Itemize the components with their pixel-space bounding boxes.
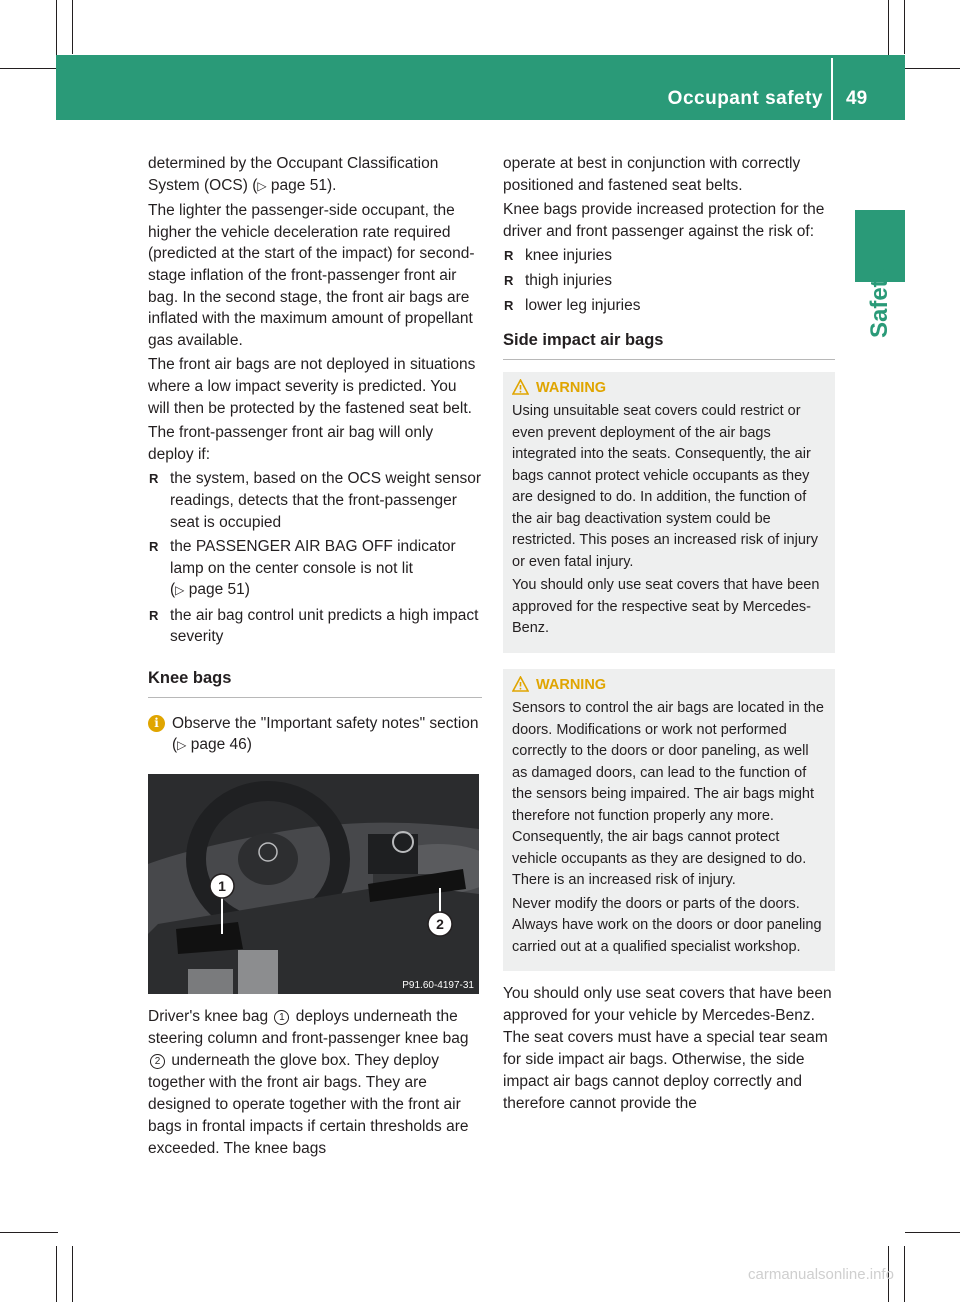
list-item: R lower leg injuries bbox=[503, 295, 835, 317]
crop-mark bbox=[0, 68, 58, 69]
list-item: R knee injuries bbox=[503, 245, 835, 267]
list-item: R the system, based on the OCS weight sensor readings, detects that the front-passenger seat is occupied bbox=[148, 468, 482, 533]
section-heading: Knee bags bbox=[148, 668, 482, 698]
watermark: carmanualsonline.info bbox=[748, 1266, 894, 1283]
paragraph: Driver's knee bag 1 deploys underneath the steering column and front-passenger knee bag 2 underneath the glove box. They deploy together with the front air bags. They are designed to operate together with the front air bags in frontal impacts if certain thresholds are exceeded. The knee bags bbox=[148, 1007, 469, 1157]
callout-2-inline: 2 bbox=[150, 1054, 165, 1069]
warning-text: Using unsuitable seat covers could restrict or even prevent deployment of the air bags integrated into the seats. Consequently, the air bags cannot protect vehicle occupants as they are designed to do. In addition, the function of the air bag deactivation system could be restricted. This poses an increased risk of injury or even fatal injury. bbox=[512, 403, 818, 570]
header-divider bbox=[831, 58, 833, 120]
warning-triangle-icon bbox=[512, 379, 529, 395]
crop-mark bbox=[905, 1232, 960, 1233]
callout-2: 2 bbox=[436, 915, 444, 932]
warning-box bbox=[503, 372, 835, 653]
paragraph: Knee bags provide increased protection for the driver and front passenger against the risk of: bbox=[503, 201, 825, 240]
warning-header: WARNING bbox=[512, 378, 826, 400]
warning-box bbox=[503, 669, 835, 972]
paragraph: The lighter the passenger-side occupant, the higher the vehicle deceleration rate required (predicted at the start of the impact) for second-stage inflation of the front-passenger front air bag. In the second stage, the front air bags are inflated with the maximum amount of propellant gas available. bbox=[148, 202, 475, 349]
image-code: P91.60-4197-31 bbox=[402, 979, 474, 991]
warning-header: WARNING bbox=[512, 675, 826, 697]
paragraph: The front-passenger front air bag will only deploy if: bbox=[148, 424, 434, 463]
page-number: 49 bbox=[846, 88, 868, 109]
section-heading: Side impact air bags bbox=[503, 330, 835, 360]
warning-text: Never modify the doors or parts of the doors. Always have work on the doors or door paneling carried out at a qualified specialist workshop. bbox=[512, 895, 822, 955]
page-reference[interactable]: page 51 bbox=[270, 176, 327, 194]
crop-mark bbox=[56, 1246, 57, 1302]
page-reference[interactable]: page 51 bbox=[188, 581, 245, 599]
warning-text: Sensors to control the air bags are located in the doors. Modifications or work not performed correctly to the doors or door paneling, as well as damaged doors, can lead to the function of the sensors being impaired. The air bags might therefore not function properly any more. Consequently, the air bags cannot protect vehicle occupants as they are designed to do. There is an increased risk of injury. bbox=[512, 700, 824, 889]
left-column bbox=[148, 153, 482, 1163]
page-reference[interactable]: page 46 bbox=[190, 736, 247, 754]
info-note: i Observe the "Important safety notes" section (▷ page 46) bbox=[148, 713, 482, 757]
paragraph: operate at best in conjunction with correctly positioned and fastened seat belts. bbox=[503, 155, 801, 194]
section-label: Safety bbox=[866, 265, 893, 339]
crop-mark bbox=[904, 1246, 905, 1302]
info-icon: i bbox=[148, 715, 165, 732]
paragraph: The front air bags are not deployed in situations where a low impact severity is predicted. You will then be protected by the fastened seat belt. bbox=[148, 356, 476, 417]
callout-1: 1 bbox=[218, 877, 226, 894]
callout-1-inline: 1 bbox=[274, 1010, 289, 1025]
crop-mark bbox=[888, 0, 889, 56]
crop-mark bbox=[72, 0, 73, 54]
dashboard-photo bbox=[148, 774, 479, 994]
dashboard-illustration bbox=[148, 774, 479, 994]
crop-mark bbox=[56, 0, 57, 56]
list-item: R the air bag control unit predicts a high impact severity bbox=[148, 605, 482, 648]
warning-text: You should only use seat covers that have been approved for the respective seat by Mercedes-Benz. bbox=[512, 577, 820, 637]
crop-mark bbox=[0, 1232, 58, 1233]
crop-mark bbox=[905, 68, 960, 69]
right-column bbox=[503, 153, 835, 1118]
page-title: Occupant safety bbox=[667, 88, 823, 109]
list-item: R the PASSENGER AIR BAG OFF indicator lamp on the center console is not lit (▷ page 51) bbox=[148, 536, 482, 602]
paragraph: You should only use seat covers that have been approved for your vehicle by Mercedes-Benz. The seat covers must have a special tear seam for side impact air bags. Otherwise, the side impact air bags cannot deploy correctly and therefore cannot provide the bbox=[503, 985, 832, 1113]
warning-triangle-icon bbox=[512, 676, 529, 692]
crop-mark bbox=[72, 1246, 73, 1302]
crop-mark bbox=[904, 0, 905, 54]
paragraph: determined by the Occupant Classification System (OCS) (▷ page 51). bbox=[148, 155, 439, 194]
list-item: R thigh injuries bbox=[503, 270, 835, 292]
